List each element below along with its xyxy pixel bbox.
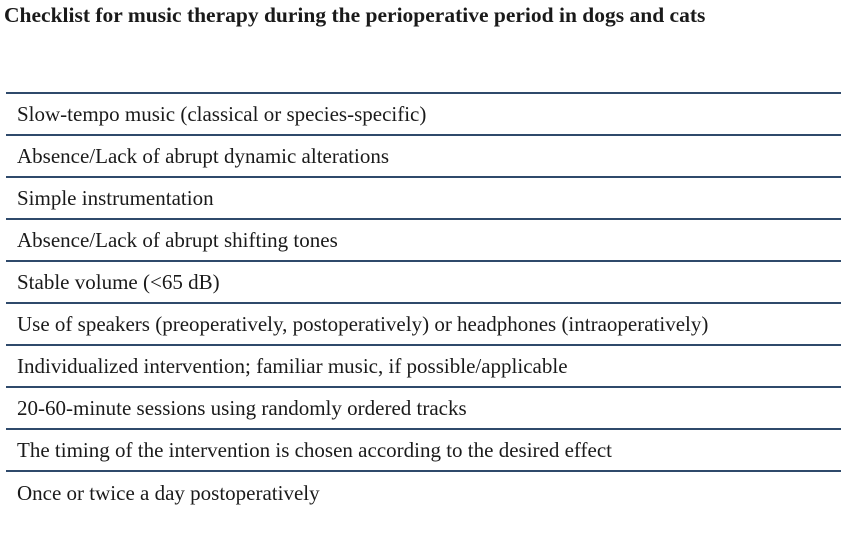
checklist-item: Once or twice a day postoperatively	[17, 480, 320, 505]
checklist-item: Stable volume (<65 dB)	[6, 262, 841, 304]
checklist-item: Absence/Lack of abrupt dynamic alterations	[6, 136, 841, 178]
checklist-table	[6, 92, 841, 514]
checklist-item: Slow-tempo music (classical or species-specific)	[6, 94, 841, 136]
page-title: Checklist for music therapy during the perioperative period in dogs and cats	[4, 3, 706, 27]
checklist-item: The timing of the intervention is chosen according to the desired effect	[6, 430, 841, 472]
checklist-item: Absence/Lack of abrupt shifting tones	[6, 220, 841, 262]
checklist-item: Simple instrumentation	[6, 178, 841, 220]
checklist-item: Individualized intervention; familiar music, if possible/applicable	[6, 346, 841, 388]
checklist-item: 20-60-minute sessions using randomly ordered tracks	[6, 388, 841, 430]
checklist-item: Use of speakers (preoperatively, postoperatively) or headphones (intraoperatively)	[6, 304, 841, 346]
